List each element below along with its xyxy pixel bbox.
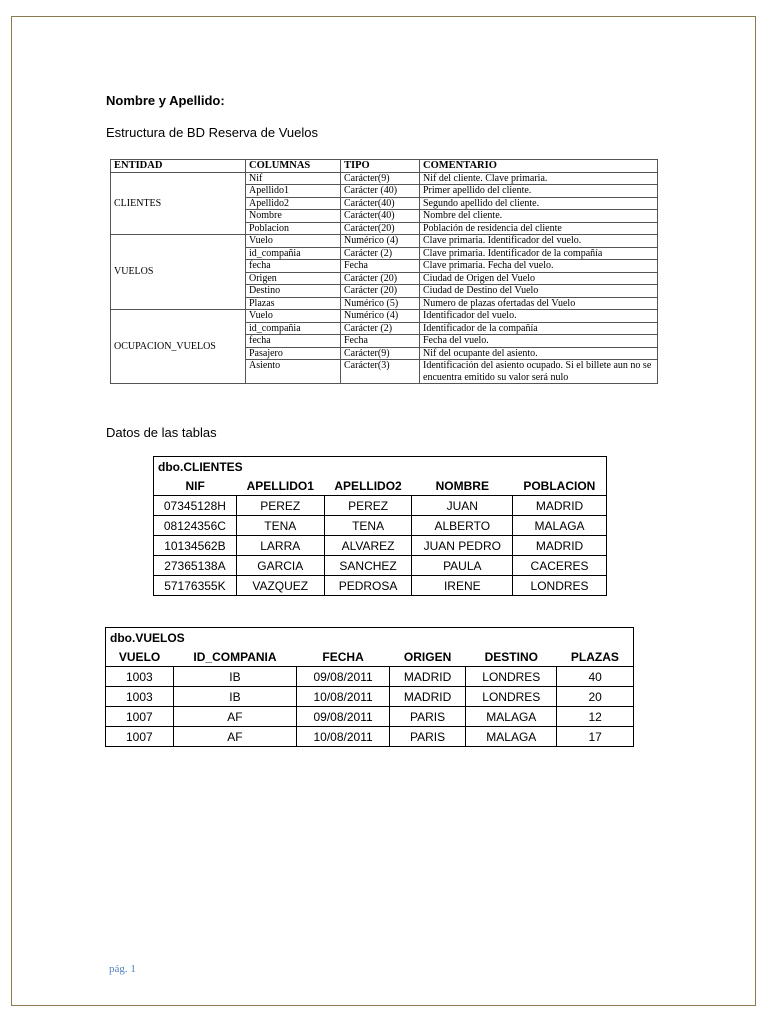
column-type: Carácter(20) [341,222,420,235]
table-cell: 07345128H [154,496,237,516]
column-type: Fecha [341,335,420,348]
column-type: Carácter(40) [341,197,420,210]
column-comment: Clave primaria. Fecha del vuelo. [420,260,658,273]
column-type: Carácter(3) [341,360,420,384]
column-comment: Nif del cliente. Clave primaria. [420,172,658,185]
column-comment: Ciudad de Destino del Vuelo [420,285,658,298]
table-cell: 09/08/2011 [297,707,390,727]
table-cell: 1003 [106,667,174,687]
column-type: Numérico (4) [341,310,420,323]
table-cell: CACERES [513,556,607,576]
table-header-cell: FECHA [322,649,364,664]
data-heading: Datos de las tablas [106,425,217,440]
schema-row [111,310,658,323]
table-row [154,496,607,516]
table-caption: dbo.CLIENTES [158,459,243,474]
table-header-cell: ORIGEN [403,649,452,664]
column-type: Numérico (5) [341,297,420,310]
table-row [154,576,607,596]
table-cell: PARIS [389,707,465,727]
table-header-cell: PLAZAS [570,649,619,664]
column-comment: Identificación del asiento ocupado. Si el billete aun no se encuentra emitido su valor será nulo [420,360,658,384]
table-cell: JUAN [412,496,513,516]
column-type: Carácter (2) [341,247,420,260]
table-cell: TENA [324,516,412,536]
table-cell: LONDRES [466,687,557,707]
table-cell: 27365138A [154,556,237,576]
table-cell: 1007 [106,707,174,727]
table-cell: MADRID [389,687,465,707]
column-comment: Identificador de la compañía [420,322,658,335]
table-cell: AF [173,727,297,747]
column-name: Vuelo [246,310,341,323]
column-comment: Nif del ocupante del asiento. [420,347,658,360]
table-cell: JUAN PEDRO [412,536,513,556]
column-name: Destino [246,285,341,298]
table-cell: 10/08/2011 [297,687,390,707]
table-cell: 1007 [106,727,174,747]
table-header-cell: DESTINO [484,649,538,664]
column-name: fecha [246,260,341,273]
column-type: Carácter (2) [341,322,420,335]
column-type: Carácter (20) [341,272,420,285]
table-cell: 40 [557,667,634,687]
column-comment: Numero de plazas ofertadas del Vuelo [420,297,658,310]
table-cell: MALAGA [513,516,607,536]
column-comment: Identificador del vuelo. [420,310,658,323]
schema-row [111,172,658,185]
schema-row [111,235,658,248]
table-cell: GARCIA [236,556,324,576]
vuelos-body [106,667,634,747]
column-name: Asiento [246,360,341,384]
table-row [154,536,607,556]
column-name: Nif [246,172,341,185]
table-cell: 09/08/2011 [297,667,390,687]
table-cell: TENA [236,516,324,536]
table-header-cell: APELLIDO2 [334,478,402,493]
table-header-cell: NOMBRE [435,478,489,493]
table-header-cell: POBLACION [523,478,596,493]
table-cell: MADRID [389,667,465,687]
table-row [106,727,634,747]
table-row [154,516,607,536]
column-name: Origen [246,272,341,285]
column-name: Apellido2 [246,197,341,210]
entity-name: OCUPACION_VUELOS [111,310,246,384]
column-name: Poblacion [246,222,341,235]
table-cell: 1003 [106,687,174,707]
column-name: Apellido1 [246,185,341,198]
table-header-cell: VUELO [118,649,161,664]
column-comment: Nombre del cliente. [420,210,658,223]
table-cell: 20 [557,687,634,707]
table-cell: 10/08/2011 [297,727,390,747]
table-cell: ALVAREZ [324,536,412,556]
table-cell: 08124356C [154,516,237,536]
column-name: Vuelo [246,235,341,248]
column-name: id_compañia [246,247,341,260]
table-row [106,687,634,707]
column-type: Fecha [341,260,420,273]
table-cell: 17 [557,727,634,747]
column-type: Carácter(40) [341,210,420,223]
table-cell: MADRID [513,536,607,556]
column-type: Carácter (40) [341,185,420,198]
table-row [106,667,634,687]
table-cell: VAZQUEZ [236,576,324,596]
entity-name: CLIENTES [111,172,246,235]
table-cell: 12 [557,707,634,727]
column-comment: Clave primaria. Identificador de la compañía [420,247,658,260]
column-name: fecha [246,335,341,348]
schema-heading: Estructura de BD Reserva de Vuelos [106,125,318,140]
column-comment: Ciudad de Origen del Vuelo [420,272,658,285]
table-cell: PEREZ [236,496,324,516]
schema-header-cell: TIPO [341,160,420,173]
table-cell: LARRA [236,536,324,556]
table-cell: ALBERTO [412,516,513,536]
table-cell: PEDROSA [324,576,412,596]
column-type: Carácter(9) [341,347,420,360]
schema-header-cell: ENTIDAD [111,160,246,173]
column-type: Carácter (20) [341,285,420,298]
table-cell: IRENE [412,576,513,596]
vuelos-table [105,627,634,747]
schema-table [110,159,658,384]
column-name: id_compañia [246,322,341,335]
column-comment: Primer apellido del cliente. [420,185,658,198]
column-comment: Segundo apellido del cliente. [420,197,658,210]
column-comment: Clave primaria. Identificador del vuelo. [420,235,658,248]
schema-header-cell: COMENTARIO [420,160,658,173]
column-comment: Fecha del vuelo. [420,335,658,348]
table-header-cell: ID_COMPANIA [193,649,277,664]
column-type: Numérico (4) [341,235,420,248]
table-cell: IB [173,687,297,707]
column-name: Nombre [246,210,341,223]
table-cell: MADRID [513,496,607,516]
table-cell: LONDRES [466,667,557,687]
table-cell: MALAGA [466,727,557,747]
table-header-row [154,476,607,496]
clientes-table [153,456,607,596]
table-cell: 10134562B [154,536,237,556]
table-cell: PEREZ [324,496,412,516]
clientes-body [154,496,607,596]
table-cell: SANCHEZ [324,556,412,576]
table-header-cell: APELLIDO1 [246,478,314,493]
table-cell: IB [173,667,297,687]
schema-header-row [111,160,658,173]
column-name: Pasajero [246,347,341,360]
schema-header-cell: COLUMNAS [246,160,341,173]
table-cell: LONDRES [513,576,607,596]
page-number: pág. 1 [109,963,136,975]
table-header-cell: NIF [185,478,205,493]
table-row [154,556,607,576]
table-cell: PARIS [389,727,465,747]
table-caption: dbo.VUELOS [110,630,185,645]
table-header-row [106,647,634,667]
table-cell: PAULA [412,556,513,576]
column-type: Carácter(9) [341,172,420,185]
entity-name: VUELOS [111,235,246,310]
table-cell: 57176355K [154,576,237,596]
column-name: Plazas [246,297,341,310]
table-cell: MALAGA [466,707,557,727]
name-field-label: Nombre y Apellido: [106,93,225,108]
table-row [106,707,634,727]
schema-body [111,172,658,384]
column-comment: Población de residencia del cliente [420,222,658,235]
table-cell: AF [173,707,297,727]
